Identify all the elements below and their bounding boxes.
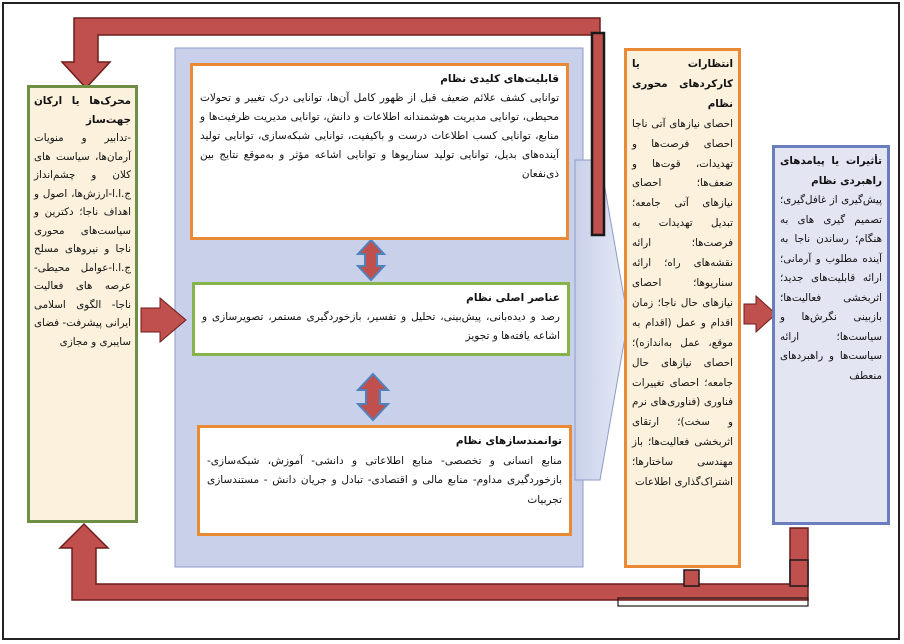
expectations-box	[624, 48, 741, 568]
drivers-body: -تدابیر و منویات آرمان‌ها، سیاست های کلان و چشم‌انداز ج.ا.ا-ارزش‌ها، اصول و اهداف ناجا؛ دکترین و سیاست‌های محوری ناجا و نیروهای مسلح ج.ا.ا-عوامل محیطی-عرصه های فعالیت ناجا- الگوی اسلامی ایرانی پیشرفت- فضای سایبری و مجازی	[34, 132, 131, 348]
enablers-title: توانمندسازهای نظام	[455, 435, 562, 447]
bottom-feedback-stub	[684, 570, 699, 586]
key-capabilities-box	[190, 63, 569, 240]
core-elements-title: عناصر اصلی نظام	[466, 292, 560, 304]
effects-body: پیش‌گیری از غافل‌گیری؛ تصمیم گیری های به هنگام؛ رساندن ناجا به آینده مطلوب و آرمانی؛ ارائه قابلیت‌های جدید؛ اثربخشی فعالیت‌ها؛ بازبینی نگرش‌ها و سیاست‌ها؛ ارائه سیاست‌ها و راهبردهای منعطف	[780, 194, 882, 382]
effects-title: تأثیرات یا پیامدهای راهبردی نظام	[780, 155, 882, 187]
core-elements-box	[192, 282, 570, 356]
expectations-body: احصای نیازهای آتی ناجا احصای فرصت‌ها و تهدیدات، قوت‌ها و ضعف‌ها؛ احصای نیازهای آتی جامعه؛ تبدیل تهدیدات به فرصت‌ها؛ ارائه نقشه‌های راه؛ ارائه سناریوها؛ احصای نیازهای حال ناجا؛ زمان اقدام و عمل (اقدام به موقع، عمل به‌اندازه)؛ احصای نیازهای حال جامعه؛ احصای تغییرات فناوری (فناوری‌های نرم و سخت)؛ ارتقای اثربخشی فعالیت‌ها؛ باز مهندسی ساختارها؛ اشتراک‌گذاری اطلاعات	[632, 117, 733, 489]
expectations-title: انتظارات یا کارکردهای محوری نظام	[632, 58, 733, 110]
bottom-feedback-stub-right	[790, 560, 808, 586]
effects-box	[772, 145, 890, 525]
enablers-box	[197, 425, 572, 536]
key-capabilities-body: توانایی کشف علائم ضعیف قبل از ظهور کامل آن‌ها، توانایی درک تغییر و تحولات محیطی، توانایی مدیریت هوشمندانه اطلاعات و دانش، توانایی مدیریت ظرفیت‌ها و منابع، توانایی کسب اطلاعات درست و باکیفیت، توانایی شبکه‌سازی، توانایی تولید آینده‌های بدیل، توانایی تولید سناریوها و توانایی اشاعه مؤثر و به‌موقع نتایج بین ذی‌نفعان	[200, 92, 559, 180]
drivers-box	[27, 85, 138, 523]
enablers-body: منابع انسانی و تخصصی- منابع اطلاعاتی و دانشی- آموزش، شبکه‌سازی-بازخوردگیری مداوم- منابع مالی و اقتصادی- تبادل و جریان دانش - مستندسازی تجربیات	[207, 454, 562, 506]
top-feedback-post	[592, 33, 604, 235]
key-capabilities-title: قابلیت‌های کلیدی نظام	[440, 73, 559, 85]
drivers-title: محرک‌ها یا ارکان جهت‌ساز	[34, 95, 131, 126]
core-elements-body: رصد و دیده‌بانی، پیش‌بینی، تحلیل و تفسیر، بازخوردگیری مستمر، تصویرسازی و اشاعه یافته‌ها و تجویز	[202, 311, 560, 342]
